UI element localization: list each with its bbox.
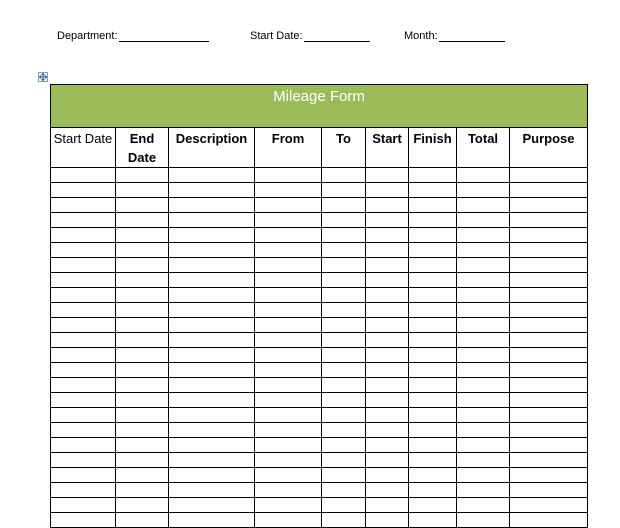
table-cell[interactable]: [116, 243, 169, 258]
table-cell[interactable]: [409, 213, 457, 228]
table-cell[interactable]: [409, 198, 457, 213]
table-cell[interactable]: [510, 348, 588, 363]
table-cell[interactable]: [409, 453, 457, 468]
table-cell[interactable]: [409, 243, 457, 258]
table-cell[interactable]: [169, 453, 255, 468]
table-cell[interactable]: [255, 438, 322, 453]
table-cell[interactable]: [409, 378, 457, 393]
table-cell[interactable]: [409, 183, 457, 198]
table-cell[interactable]: [51, 333, 116, 348]
table-cell[interactable]: [116, 513, 169, 528]
table-cell[interactable]: [510, 483, 588, 498]
table-cell[interactable]: [409, 258, 457, 273]
table-cell[interactable]: [366, 333, 409, 348]
table-cell[interactable]: [51, 228, 116, 243]
table-cell[interactable]: [322, 318, 366, 333]
table-cell[interactable]: [322, 468, 366, 483]
table-cell[interactable]: [169, 363, 255, 378]
table-cell[interactable]: [51, 393, 116, 408]
table-cell[interactable]: [169, 408, 255, 423]
table-cell[interactable]: [457, 198, 510, 213]
table-cell[interactable]: [409, 423, 457, 438]
column-header: Finish: [409, 128, 457, 168]
table-cell[interactable]: [322, 498, 366, 513]
table-cell[interactable]: [51, 408, 116, 423]
table-cell[interactable]: [510, 453, 588, 468]
table-cell[interactable]: [169, 198, 255, 213]
table-cell[interactable]: [510, 228, 588, 243]
table-cell[interactable]: [409, 273, 457, 288]
table-cell[interactable]: [169, 438, 255, 453]
column-header: Purpose: [510, 128, 588, 168]
table-row: [51, 498, 588, 513]
table-cell[interactable]: [169, 393, 255, 408]
table-cell[interactable]: [116, 408, 169, 423]
start-date-label: Start Date:: [250, 30, 303, 42]
table-cell[interactable]: [169, 228, 255, 243]
table-cell[interactable]: [409, 363, 457, 378]
table-cell[interactable]: [457, 423, 510, 438]
table-cell[interactable]: [366, 318, 409, 333]
table-cell[interactable]: [51, 438, 116, 453]
table-cell[interactable]: [51, 258, 116, 273]
table-cell[interactable]: [409, 333, 457, 348]
table-cell[interactable]: [116, 348, 169, 363]
table-row: [51, 453, 588, 468]
table-cell[interactable]: [116, 228, 169, 243]
table-cell[interactable]: [510, 393, 588, 408]
table-row: [51, 303, 588, 318]
table-cell[interactable]: [457, 213, 510, 228]
table-cell[interactable]: [510, 333, 588, 348]
table-cell[interactable]: [116, 303, 169, 318]
column-header: Start: [366, 128, 409, 168]
table-cell[interactable]: [116, 213, 169, 228]
table-cell[interactable]: [457, 408, 510, 423]
table-cell[interactable]: [169, 288, 255, 303]
table-cell[interactable]: [322, 183, 366, 198]
table-cell[interactable]: [366, 423, 409, 438]
column-header-row: [51, 128, 588, 168]
table-cell[interactable]: [169, 258, 255, 273]
table-cell[interactable]: [51, 243, 116, 258]
table-cell[interactable]: [116, 273, 169, 288]
table-cell[interactable]: [169, 273, 255, 288]
table-cell[interactable]: [457, 258, 510, 273]
table-cell[interactable]: [510, 498, 588, 513]
table-row: [51, 423, 588, 438]
table-cell[interactable]: [51, 183, 116, 198]
table-cell[interactable]: [255, 468, 322, 483]
table-cell[interactable]: [510, 438, 588, 453]
table-cell[interactable]: [322, 198, 366, 213]
table-cell[interactable]: [510, 513, 588, 528]
table-cell[interactable]: [51, 468, 116, 483]
table-cell[interactable]: [366, 393, 409, 408]
table-cell[interactable]: [457, 483, 510, 498]
table-cell[interactable]: [409, 348, 457, 363]
table-cell[interactable]: [255, 168, 322, 183]
table-cell[interactable]: [510, 408, 588, 423]
table-cell[interactable]: [409, 168, 457, 183]
table-cell[interactable]: [169, 168, 255, 183]
table-cell[interactable]: [255, 288, 322, 303]
table-cell[interactable]: [457, 228, 510, 243]
table-cell[interactable]: [255, 258, 322, 273]
column-header: Total: [457, 128, 510, 168]
table-cell[interactable]: [169, 483, 255, 498]
table-cell[interactable]: [322, 378, 366, 393]
table-cell[interactable]: [116, 453, 169, 468]
table-cell[interactable]: [457, 168, 510, 183]
table-cell[interactable]: [255, 318, 322, 333]
table-cell[interactable]: [457, 498, 510, 513]
table-cell[interactable]: [457, 363, 510, 378]
table-cell[interactable]: [116, 438, 169, 453]
table-cell[interactable]: [116, 288, 169, 303]
table-cell[interactable]: [255, 363, 322, 378]
table-cell[interactable]: [409, 483, 457, 498]
table-cell[interactable]: [510, 378, 588, 393]
table-cell[interactable]: [366, 378, 409, 393]
table-cell[interactable]: [510, 168, 588, 183]
table-cell[interactable]: [51, 378, 116, 393]
column-header: End Date: [116, 128, 169, 168]
table-cell[interactable]: [409, 438, 457, 453]
table-row: [51, 363, 588, 378]
table-cell[interactable]: [457, 513, 510, 528]
table-cell[interactable]: [51, 423, 116, 438]
table-cell[interactable]: [366, 183, 409, 198]
start-date-field[interactable]: [250, 30, 370, 42]
month-label: Month:: [404, 30, 438, 42]
table-cell[interactable]: [169, 498, 255, 513]
table-cell[interactable]: [322, 363, 366, 378]
table-cell[interactable]: [366, 363, 409, 378]
table-row: [51, 438, 588, 453]
table-cell[interactable]: [366, 288, 409, 303]
table-cell[interactable]: [366, 198, 409, 213]
table-cell[interactable]: [322, 243, 366, 258]
table-cell[interactable]: [457, 438, 510, 453]
table-cell[interactable]: [510, 273, 588, 288]
table-cell[interactable]: [116, 468, 169, 483]
table-cell[interactable]: [322, 213, 366, 228]
table-cell[interactable]: [169, 378, 255, 393]
month-field[interactable]: [404, 30, 505, 42]
table-cell[interactable]: [457, 333, 510, 348]
table-cell[interactable]: [116, 258, 169, 273]
month-blank-line[interactable]: [439, 30, 505, 42]
table-row: [51, 468, 588, 483]
table-cell[interactable]: [510, 303, 588, 318]
table-cell[interactable]: [255, 303, 322, 318]
table-cell[interactable]: [457, 468, 510, 483]
table-title: Mileage Form: [51, 85, 588, 128]
table-cell[interactable]: [51, 498, 116, 513]
table-cell[interactable]: [116, 393, 169, 408]
table-cell[interactable]: [116, 198, 169, 213]
table-cell[interactable]: [116, 363, 169, 378]
table-cell[interactable]: [510, 183, 588, 198]
table-cell[interactable]: [255, 393, 322, 408]
table-cell[interactable]: [322, 288, 366, 303]
department-label: Department:: [57, 30, 118, 42]
table-cell[interactable]: [322, 273, 366, 288]
table-move-handle-icon[interactable]: [38, 72, 48, 82]
table-cell[interactable]: [322, 258, 366, 273]
table-cell[interactable]: [510, 468, 588, 483]
table-cell[interactable]: [255, 453, 322, 468]
table-cell[interactable]: [366, 213, 409, 228]
table-row: [51, 348, 588, 363]
table-cell[interactable]: [169, 318, 255, 333]
start-date-blank-line[interactable]: [304, 30, 370, 42]
table-cell[interactable]: [366, 453, 409, 468]
table-cell[interactable]: [169, 348, 255, 363]
table-cell[interactable]: [255, 408, 322, 423]
table-row: [51, 243, 588, 258]
table-cell[interactable]: [255, 183, 322, 198]
table-cell[interactable]: [116, 483, 169, 498]
table-cell[interactable]: [457, 453, 510, 468]
table-cell[interactable]: [51, 213, 116, 228]
table-cell[interactable]: [51, 513, 116, 528]
table-cell[interactable]: [457, 318, 510, 333]
table-cell[interactable]: [322, 408, 366, 423]
table-row: [51, 318, 588, 333]
table-cell[interactable]: [366, 468, 409, 483]
table-cell[interactable]: [51, 303, 116, 318]
table-cell[interactable]: [366, 228, 409, 243]
table-cell[interactable]: [116, 183, 169, 198]
table-row: [51, 378, 588, 393]
table-row: [51, 513, 588, 528]
table-cell[interactable]: [510, 213, 588, 228]
table-cell[interactable]: [169, 303, 255, 318]
table-cell[interactable]: [255, 483, 322, 498]
table-cell[interactable]: [169, 243, 255, 258]
table-cell[interactable]: [51, 168, 116, 183]
table-cell[interactable]: [116, 378, 169, 393]
table-cell[interactable]: [409, 468, 457, 483]
table-cell[interactable]: [322, 423, 366, 438]
table-cell[interactable]: [255, 228, 322, 243]
table-cell[interactable]: [51, 198, 116, 213]
table-cell[interactable]: [457, 303, 510, 318]
table-cell[interactable]: [510, 318, 588, 333]
table-cell[interactable]: [366, 483, 409, 498]
column-header: From: [255, 128, 322, 168]
table-cell[interactable]: [366, 168, 409, 183]
table-cell[interactable]: [510, 243, 588, 258]
table-cell[interactable]: [169, 213, 255, 228]
table-cell[interactable]: [457, 288, 510, 303]
table-cell[interactable]: [51, 363, 116, 378]
table-cell[interactable]: [322, 333, 366, 348]
table-row: [51, 483, 588, 498]
table-cell[interactable]: [169, 513, 255, 528]
table-cell[interactable]: [457, 243, 510, 258]
table-cell[interactable]: [169, 423, 255, 438]
table-cell[interactable]: [366, 408, 409, 423]
table-cell[interactable]: [366, 258, 409, 273]
table-row: [51, 333, 588, 348]
table-cell[interactable]: [457, 393, 510, 408]
table-cell[interactable]: [366, 348, 409, 363]
table-cell[interactable]: [366, 303, 409, 318]
table-row: [51, 228, 588, 243]
table-cell[interactable]: [457, 378, 510, 393]
table-cell[interactable]: [322, 438, 366, 453]
table-cell[interactable]: [366, 498, 409, 513]
table-cell[interactable]: [255, 513, 322, 528]
table-cell[interactable]: [255, 243, 322, 258]
table-cell[interactable]: [510, 258, 588, 273]
table-row: [51, 288, 588, 303]
table-cell[interactable]: [366, 513, 409, 528]
table-cell[interactable]: [409, 288, 457, 303]
table-cell[interactable]: [169, 183, 255, 198]
table-cell[interactable]: [322, 393, 366, 408]
table-cell[interactable]: [51, 453, 116, 468]
table-cell[interactable]: [510, 363, 588, 378]
table-row: [51, 183, 588, 198]
table-cell[interactable]: [116, 498, 169, 513]
table-row: [51, 168, 588, 183]
table-cell[interactable]: [322, 348, 366, 363]
table-cell[interactable]: [51, 483, 116, 498]
table-cell[interactable]: [409, 228, 457, 243]
table-cell[interactable]: [51, 273, 116, 288]
table-cell[interactable]: [169, 468, 255, 483]
table-cell[interactable]: [457, 273, 510, 288]
table-cell[interactable]: [510, 288, 588, 303]
table-cell[interactable]: [457, 183, 510, 198]
department-field[interactable]: [57, 30, 209, 42]
table-cell[interactable]: [322, 513, 366, 528]
mileage-table: [50, 84, 588, 528]
table-cell[interactable]: [322, 303, 366, 318]
table-cell[interactable]: [51, 318, 116, 333]
table-cell[interactable]: [322, 453, 366, 468]
table-cell[interactable]: [510, 198, 588, 213]
table-cell[interactable]: [366, 438, 409, 453]
table-cell[interactable]: [366, 243, 409, 258]
table-cell[interactable]: [409, 498, 457, 513]
table-cell[interactable]: [169, 333, 255, 348]
table-cell[interactable]: [116, 423, 169, 438]
table-cell[interactable]: [51, 348, 116, 363]
table-cell[interactable]: [409, 318, 457, 333]
table-cell[interactable]: [322, 483, 366, 498]
table-cell[interactable]: [457, 348, 510, 363]
table-cell[interactable]: [255, 213, 322, 228]
table-cell[interactable]: [255, 333, 322, 348]
table-row: [51, 198, 588, 213]
table-cell[interactable]: [255, 198, 322, 213]
table-row: [51, 273, 588, 288]
table-cell[interactable]: [409, 408, 457, 423]
table-cell[interactable]: [255, 348, 322, 363]
table-cell[interactable]: [255, 423, 322, 438]
table-cell[interactable]: [51, 288, 116, 303]
table-row: [51, 408, 588, 423]
table-cell[interactable]: [255, 378, 322, 393]
column-header: Start Date: [51, 128, 116, 168]
table-row: [51, 213, 588, 228]
table-cell[interactable]: [322, 228, 366, 243]
table-cell[interactable]: [409, 513, 457, 528]
table-cell[interactable]: [255, 498, 322, 513]
column-header: To: [322, 128, 366, 168]
table-cell[interactable]: [116, 318, 169, 333]
column-header: Description: [169, 128, 255, 168]
table-cell[interactable]: [116, 333, 169, 348]
table-cell[interactable]: [510, 423, 588, 438]
table-row: [51, 393, 588, 408]
table-cell[interactable]: [322, 168, 366, 183]
table-cell[interactable]: [409, 393, 457, 408]
table-cell[interactable]: [409, 303, 457, 318]
table-cell[interactable]: [116, 168, 169, 183]
table-body: [51, 168, 588, 528]
department-blank-line[interactable]: [119, 30, 209, 42]
table-cell[interactable]: [255, 273, 322, 288]
table-row: [51, 258, 588, 273]
table-cell[interactable]: [366, 273, 409, 288]
